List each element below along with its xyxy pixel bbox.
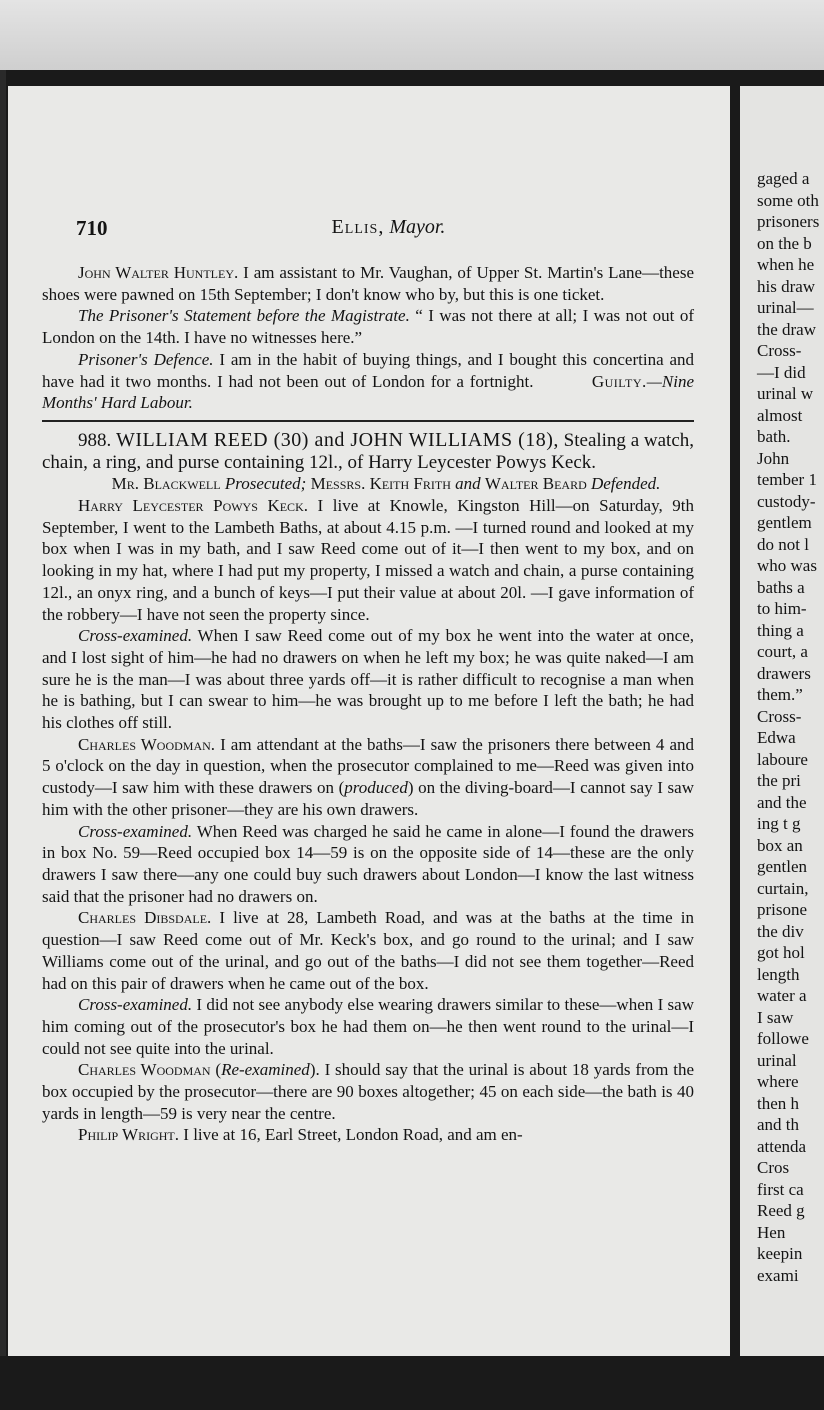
testimony-wright [42, 1124, 694, 1146]
facing-page-line: the draw [757, 319, 817, 339]
book-page [8, 86, 730, 1356]
facing-page-line: tember 1 [757, 470, 817, 489]
scan-top-margin [0, 0, 824, 70]
counsel-line [42, 473, 694, 495]
verdict: Guilty. [591, 371, 647, 391]
facing-page-line: got hol [757, 943, 805, 962]
facing-page-line: first ca [757, 1179, 804, 1199]
facing-page-line: urinal— [757, 298, 814, 317]
facing-page-line: to him- [757, 599, 807, 618]
facing-page-line: and the [757, 792, 807, 812]
facing-page-line: prisoners [757, 212, 820, 231]
cross-examination-dibsdale [42, 994, 694, 1059]
testimony-text: ) on the diving-board—I cannot say I saw him with the other prisoner—they are his own drawers. [42, 778, 694, 819]
facing-page-line: John [757, 448, 790, 468]
facing-page-line: Cross- [757, 341, 802, 360]
case-divider [42, 420, 694, 422]
facing-page-line: attenda [757, 1136, 807, 1156]
witness-name: John Walter Huntley. [78, 263, 239, 282]
defence-text: I am in the habit of buying things, and I bought this concertina and have had it two months. I had not been out of London for a fortnight. [42, 349, 695, 391]
case-heading [42, 430, 694, 473]
facing-page-line: thing a [757, 620, 804, 640]
facing-page-line: court, a [757, 642, 808, 661]
testimony-text: When Reed was charged he said he came in alone—I found the drawers in box No. 59—Reed occupied box 14—59 is on the opposite side of 14—these are the only drawers I saw there—any one could buy such drawers about London—I know the last witness said that the prisoner had no drawers on. [42, 821, 694, 906]
witness-name: Charles Woodman. [78, 734, 216, 754]
testimony-woodman [42, 734, 694, 821]
facing-page-line: length [757, 964, 800, 984]
facing-page-line: exami [757, 1265, 799, 1285]
cross-label: Cross-examined. [78, 821, 193, 841]
facing-page-line: baths a [757, 577, 805, 597]
facing-page-line: laboure [757, 749, 808, 769]
scan-bottom-band [0, 1356, 824, 1410]
cross-examination-keck [42, 625, 694, 734]
cross-label: Cross-examined. [78, 995, 193, 1015]
testimony-text: I should say that the urinal is about 18 yards from the box occupied by the prosecutor—there are 90 boxes altogether; 45 on each side—the bath is 40 yards in length—59 is very near the centre. [42, 1060, 694, 1123]
facing-page-line: drawers [757, 663, 811, 683]
facing-page-line: bath. [757, 427, 791, 446]
facing-page-line: I saw [757, 1007, 794, 1027]
facing-page-line: Reed g [757, 1201, 805, 1220]
scan-left-edge [0, 70, 6, 1370]
re-examination-woodman: Charles Woodman (Re-examined). I should say that the urinal is about 18 yards from the box occupied by the prosecutor—there are 90 boxes altogether; 45 on each side—the bath is 40 yards in length—59 is very near the centre. [42, 1060, 694, 1123]
facing-page-line: and th [757, 1115, 800, 1134]
facing-page-line: urinal w [757, 384, 814, 403]
testimony-text: I live at 16, Earl Street, London Road, and am en- [179, 1125, 523, 1145]
prisoner-statement [42, 305, 694, 348]
running-head [76, 216, 701, 239]
defence-counsel: Messrs. Keith Frith [310, 474, 451, 494]
case-number: 988. [78, 429, 112, 451]
witness-name: Harry Leycester Powys Keck. [78, 496, 308, 516]
statement-label: The Prisoner's Statement before the Magistrate. [78, 306, 410, 326]
page-number: 710 [76, 216, 108, 240]
witness-name: Charles Woodman [78, 1060, 211, 1080]
defence-label: Prisoner's Defence. [78, 349, 214, 369]
testimony-text: I live at Knowle, Kingston Hill—on Saturday, 9th September, I went to the Lambeth Baths, at about 4.15 p.m. —I turned round and looked at my box when I was in my bath, and I saw Reed come out of it—I then went to my box, and on looking in my hat, where I had put my property, I missed a watch and chain, a purse containing 12l., an onyx ring, and a bunch of keys—I put their value at about 20l. —I gave information of the robbery—I have not seen the property since. [42, 496, 694, 624]
testimony-dibsdale [42, 907, 694, 994]
testimony-text: I am assistant to Mr. Vaughan, of Upper St. Martin's Lane—these shoes were pawned on 15th September; I don't know who by, but this is one ticket. [42, 263, 695, 304]
testimony-text: I did not see anybody else wearing drawers similar to these—when I saw him coming out of the prosecutor's box he had them on—he then went round to the urinal—I could not see quite into the urinal. [42, 995, 694, 1058]
case-charge: Stealing a watch, chain, a ring, and purse containing 12l., of Harry Leycester Powys Keck. [42, 429, 695, 473]
cross-label: Cross-examined. [78, 626, 193, 646]
facing-page-line: then h [757, 1093, 800, 1113]
testimony-text: When I saw Reed come out of my box he went into the water at once, and I lost sight of him—he had no drawers on when he left my box; he was quite naked—I am sure he is the man—I was about three yards off—it is rather difficult to recognise a man when he is bathing, but I can swear to him—he was brought up to me before I left the bath; he had his clothes off still. [42, 626, 694, 733]
facing-page-line: ing t g [757, 814, 801, 833]
facing-page-line: some oth [757, 190, 819, 210]
facing-page-line: gentlem [757, 513, 812, 532]
cross-examination-woodman [42, 821, 694, 908]
witness-name: Philip Wright. [78, 1125, 180, 1145]
facing-page-line: box an [757, 835, 803, 855]
re-examined-label: Re-examined [221, 1060, 310, 1080]
facing-page-line: do not l [757, 534, 809, 554]
facing-page-line: prisone [757, 900, 808, 919]
running-head-name: Ellis, [331, 216, 385, 238]
page-body [42, 262, 694, 1146]
facing-page-line: Hen [757, 1222, 786, 1242]
defence-counsel-2: Walter Beard [484, 474, 587, 494]
facing-page-line: where [757, 1072, 799, 1091]
facing-page-line: them.” [757, 685, 803, 704]
facing-page-line: gaged a [757, 169, 810, 188]
facing-page-line: who was [757, 556, 817, 575]
page-header [76, 216, 701, 246]
statement-text: “ I was not there at all; I was not out of London on the 14th. I have no witnesses here.” [42, 306, 694, 348]
sentence: —Nine Months' Hard Labour. [42, 371, 695, 413]
facing-page-line: Cros [757, 1158, 790, 1177]
facing-page-line: curtain, [757, 878, 809, 898]
testimony-keck [42, 495, 694, 625]
facing-page-line: —I did [757, 362, 806, 382]
running-head-title: Mayor. [389, 216, 446, 238]
facing-page-line: on the b [757, 233, 812, 253]
facing-page-line: his draw [757, 276, 816, 296]
prosecution-role: Prosecuted; [224, 474, 307, 494]
testimony-text: I am attendant at the baths—I saw the prisoners there between 4 and 5 o'clock on the day in question, when the prosecutor complained to me—Reed was given into custody—I saw him with these drawers on ( [42, 734, 695, 798]
prisoner-defence [42, 349, 694, 414]
counsel-and: and [455, 474, 481, 494]
facing-page-line: custody- [757, 491, 816, 511]
testimony-text: I live at 28, Lambeth Road, and was at the baths at the time in question—I saw Reed come out of Mr. Keck's box, and go round to the urinal; and I saw Williams come out of the urinal, and go out of the baths—I did not see them together—Reed had on this pair of drawers when he came out of the box. [42, 908, 695, 993]
case-prisoners: WILLIAM REED (30) and JOHN WILLIAMS (18), [116, 428, 559, 451]
facing-page-line: gentlen [757, 857, 808, 876]
facing-page-line: Cross- [757, 706, 802, 726]
facing-page-line: keepin [757, 1244, 803, 1263]
prosecution-counsel: Mr. Blackwell [111, 474, 221, 494]
facing-page-line: Edwa [757, 728, 796, 747]
facing-page-line: urinal [757, 1050, 797, 1070]
produced-note: produced [344, 778, 408, 798]
facing-page-line: water a [757, 986, 807, 1005]
facing-page-line: the pri [757, 771, 801, 790]
witness-name: Charles Dibsdale. [78, 908, 212, 928]
facing-page-line: the div [757, 921, 804, 941]
testimony-huntley [42, 262, 694, 305]
facing-page-line: when he [757, 255, 815, 274]
defence-role: Defended. [590, 474, 661, 494]
facing-page-line: followe [757, 1029, 809, 1048]
facing-page-text [757, 168, 824, 1286]
facing-page-line: almost [757, 405, 803, 425]
